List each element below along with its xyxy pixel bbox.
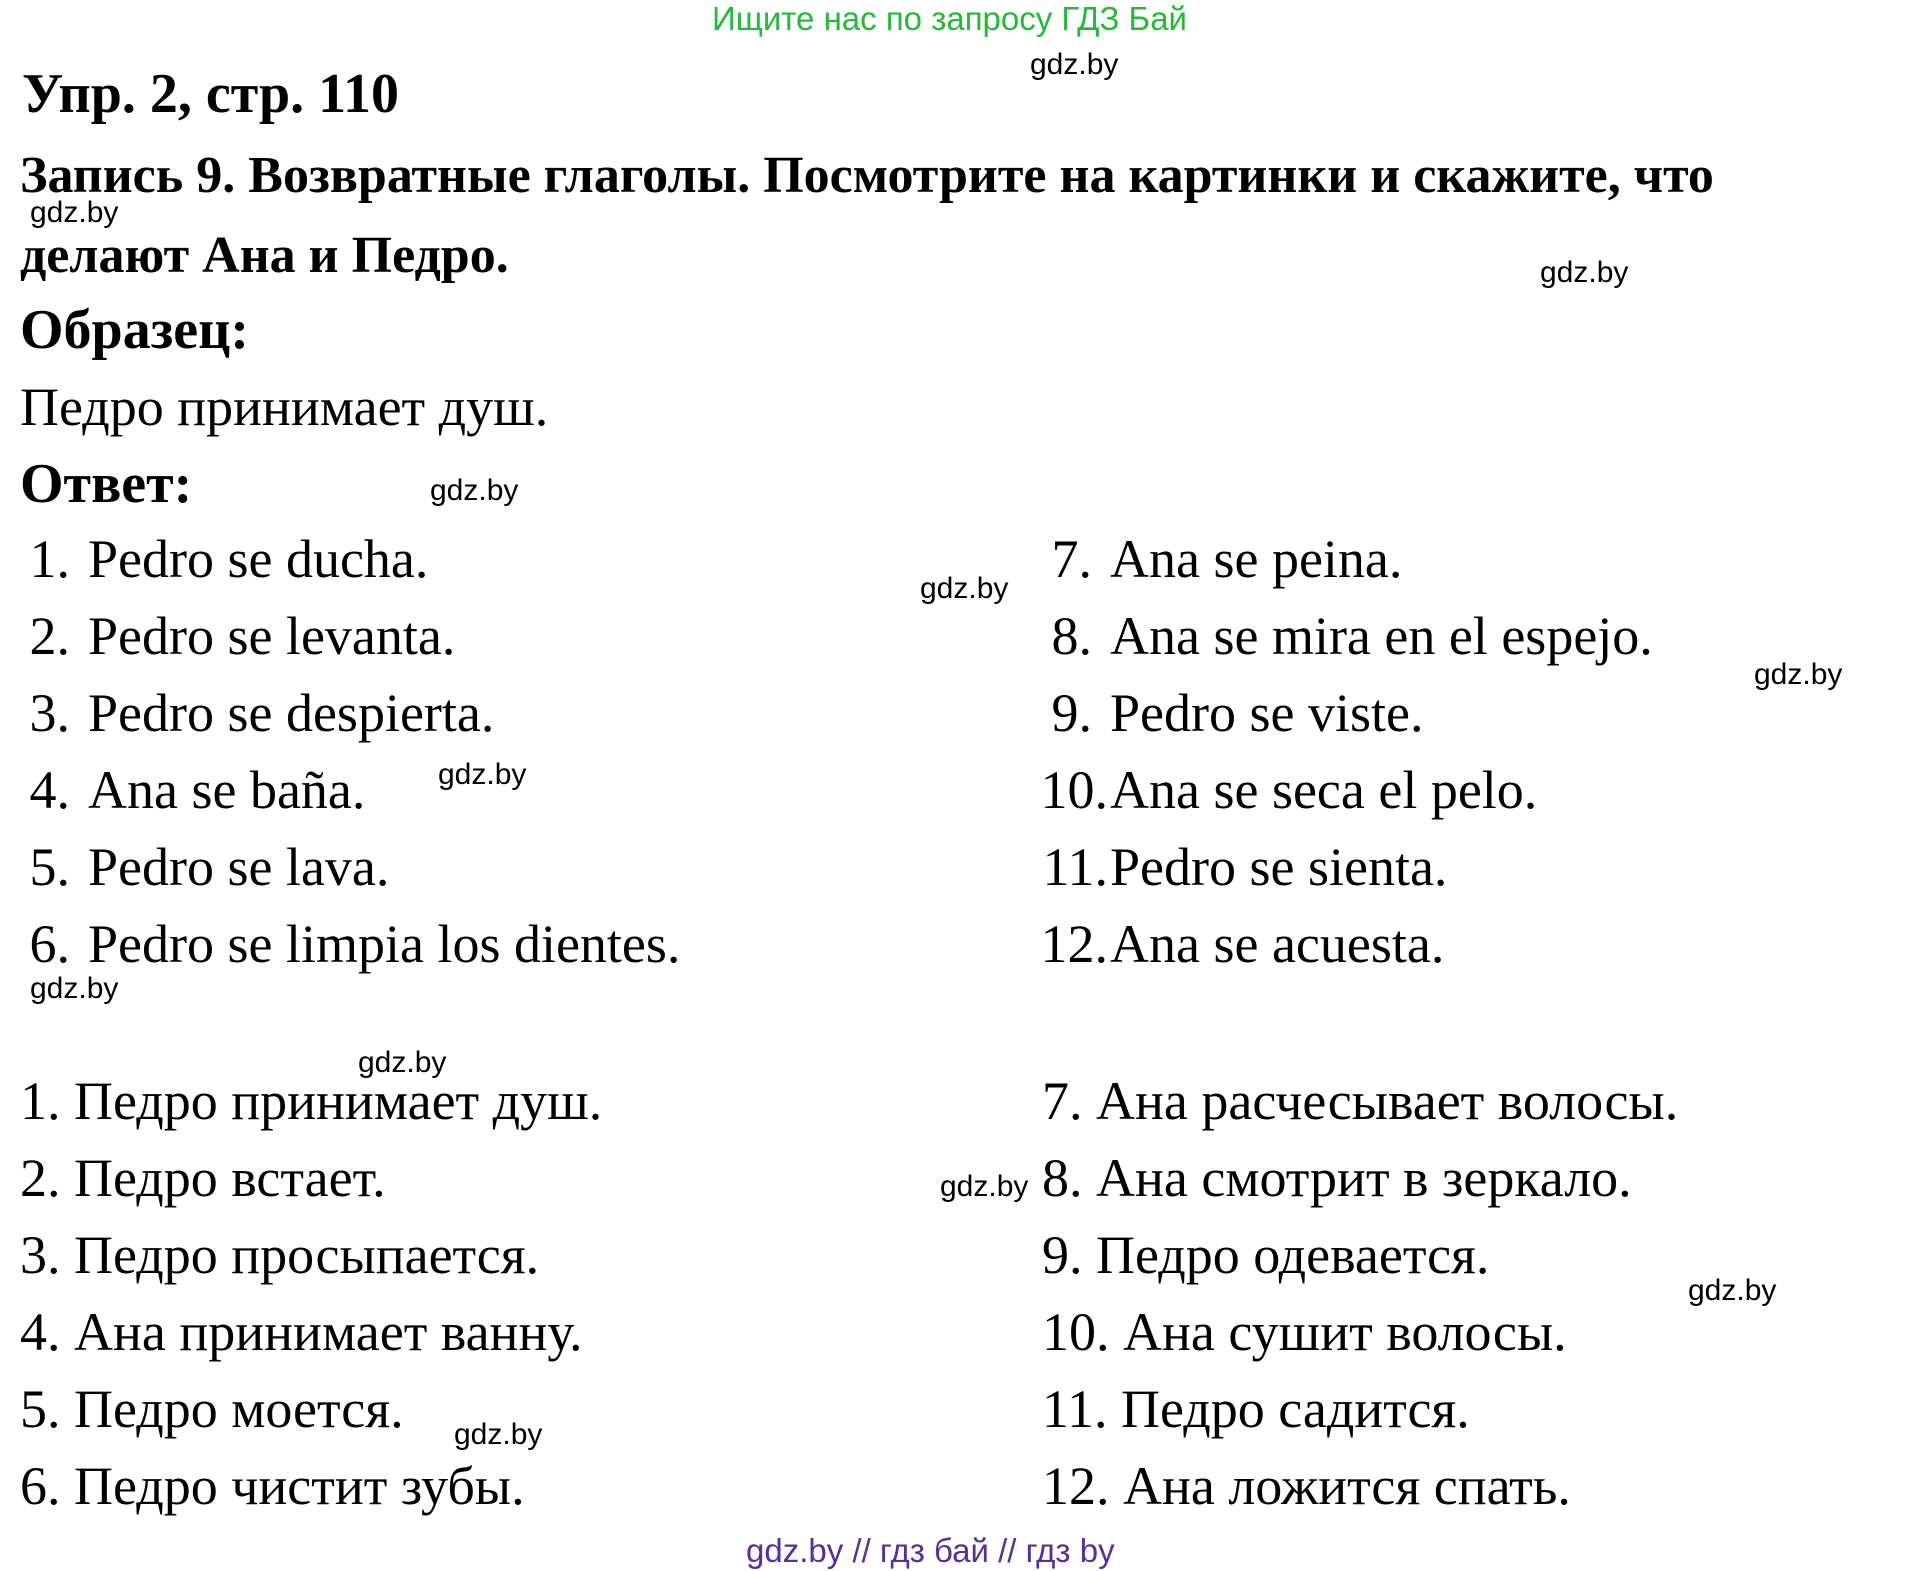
answer-label: Ответ:: [20, 453, 193, 515]
translation-item: 12. Ана ложится спать.: [1042, 1456, 1571, 1516]
item-number: 12.: [1040, 914, 1108, 974]
top-banner[interactable]: Ищите нас по запросу ГДЗ Бай: [712, 0, 1187, 37]
item-number: 1.: [29, 529, 70, 589]
item-number: 10.: [1040, 760, 1108, 820]
translation-item: 5. Педро моется.: [20, 1379, 404, 1439]
translation-item: 10. Ана сушит волосы.: [1042, 1302, 1567, 1362]
item-number: 3.: [29, 683, 70, 743]
list-item: [0, 528, 428, 590]
exercise-heading: Упр. 2, стр. 110: [22, 63, 400, 125]
item-text: Ana se peina.: [1110, 529, 1403, 589]
translation-item: 9. Педро одевается.: [1042, 1225, 1490, 1285]
watermark: gdz.by: [430, 474, 519, 507]
item-text: Ana se mira en el espejo.: [1110, 606, 1653, 666]
item-text: Ana se baña.: [88, 760, 366, 820]
list-item: [1022, 528, 1402, 590]
list-item: [1022, 836, 1447, 898]
list-item: [0, 836, 389, 898]
item-text: Pedro se lava.: [88, 837, 390, 897]
watermark: gdz.by: [1688, 1274, 1777, 1307]
translation-item: 7. Ана расчесывает волосы.: [1042, 1071, 1679, 1131]
sample-text: Педро принимает душ.: [20, 377, 549, 437]
item-text: Ana se acuesta.: [1110, 914, 1445, 974]
translation-item: 8. Ана смотрит в зеркало.: [1042, 1148, 1632, 1208]
watermark: gdz.by: [358, 1046, 447, 1079]
watermark: gdz.by: [438, 758, 527, 791]
item-text: Pedro se sienta.: [1110, 837, 1448, 897]
item-number: 9.: [1051, 683, 1092, 743]
list-item: [1022, 913, 1444, 975]
watermark: gdz.by: [30, 972, 119, 1005]
item-text: Pedro se ducha.: [88, 529, 429, 589]
item-number: 4.: [29, 760, 70, 820]
list-item: [1022, 682, 1423, 744]
translation-item: 4. Ана принимает ванну.: [20, 1302, 583, 1362]
item-number: 6.: [29, 914, 70, 974]
watermark: gdz.by: [1754, 658, 1843, 691]
watermark: gdz.by: [920, 572, 1009, 605]
item-text: Ana se seca el pelo.: [1110, 760, 1538, 820]
item-text: Pedro se levanta.: [88, 606, 456, 666]
translation-item: 11. Педро садится.: [1042, 1379, 1470, 1439]
item-number: 5.: [29, 837, 70, 897]
item-text: Pedro se viste.: [1110, 683, 1424, 743]
item-number: 7.: [1051, 529, 1092, 589]
list-item: [1022, 759, 1537, 821]
translation-item: 1. Педро принимает душ.: [20, 1071, 603, 1131]
list-item: [0, 682, 494, 744]
watermark: gdz.by: [30, 196, 119, 229]
list-item: [0, 605, 455, 667]
watermark: gdz.by: [940, 1170, 1029, 1203]
translation-item: 6. Педро чистит зубы.: [20, 1456, 525, 1516]
item-number: 11.: [1042, 837, 1108, 897]
translation-item: 3. Педро просыпается.: [20, 1225, 540, 1285]
task-text-line-1: Запись 9. Возвратные глаголы. Посмотрите на картинки и скажите, что: [20, 147, 1714, 204]
translation-item: 2. Педро встает.: [20, 1148, 386, 1208]
watermark: gdz.by: [1030, 48, 1119, 81]
item-number: 8.: [1051, 606, 1092, 666]
sample-label: Образец:: [20, 299, 249, 361]
task-text-line-2: делают Ана и Педро.: [20, 227, 509, 284]
list-item: [0, 913, 680, 975]
watermark: gdz.by: [1540, 256, 1629, 289]
item-text: Pedro se despierta.: [88, 683, 495, 743]
item-text: Pedro se limpia los dientes.: [88, 914, 681, 974]
list-item: [0, 759, 365, 821]
footer-links[interactable]: gdz.by // гдз бай // гдз by: [746, 1532, 1115, 1569]
item-number: 2.: [29, 606, 70, 666]
watermark: gdz.by: [454, 1418, 543, 1451]
list-item: [1022, 605, 1653, 667]
